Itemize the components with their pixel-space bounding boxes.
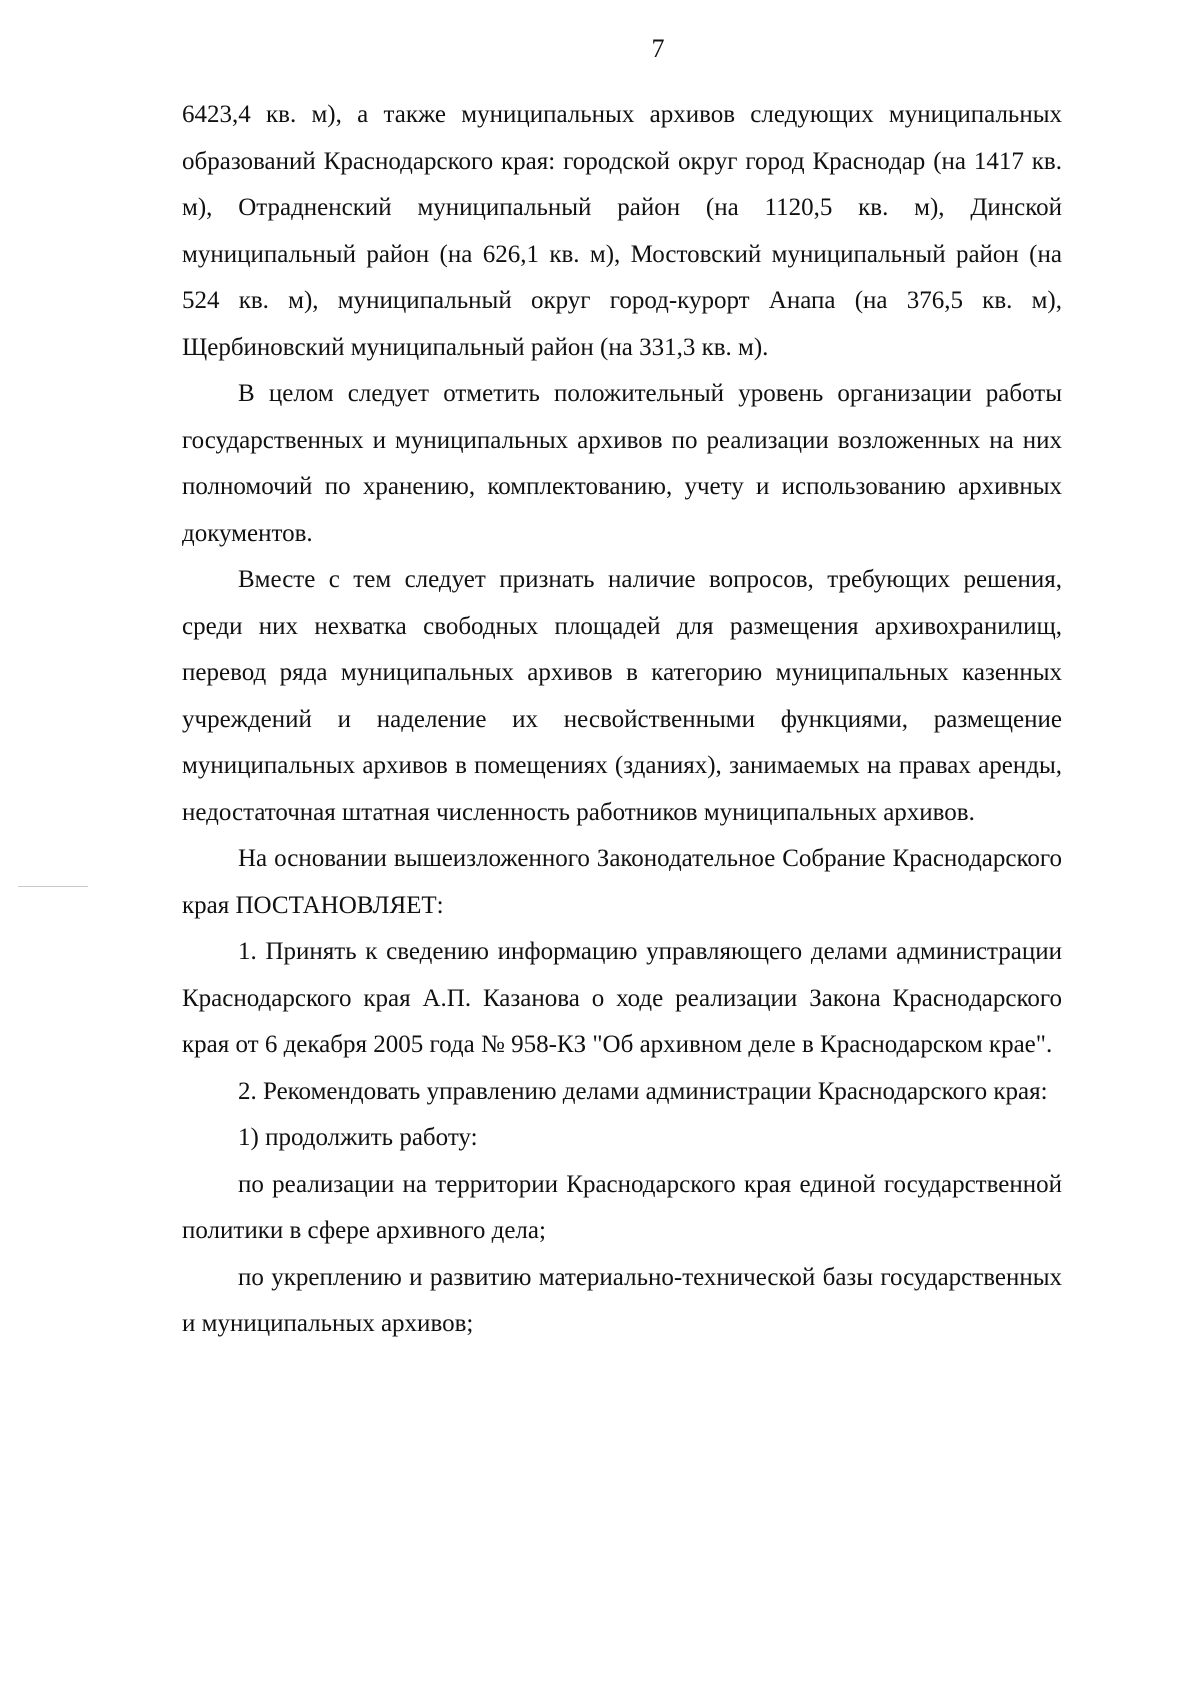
page-number: 7 (651, 34, 665, 63)
paragraph-area-continuation: 6423,4 кв. м), а также муниципальных архивов следующих муниципальных образований Краснодарского края: городской округ город Краснодар (на 1417 кв. м), Отрадненский муниципальный район (на 1120,5 кв. м), Динской муниципальный район (на 626,1 кв. м), Мостовский муниципальный район (на 524 кв. м), муниципальный округ город-курорт Анапа (на 376,5 кв. м), Щербиновский муниципальный район (на 331,3 кв. м). (182, 101, 1062, 361)
paragraph-positive-assessment: В целом следует отметить положительный уровень организации работы государственных и муниципальных архивов по реализации возложенных на них полномочий по хранению, комплектованию, учету и использованию архивных документов. (182, 380, 1062, 547)
document-body (182, 92, 1062, 1348)
paragraph-subitem-1: 1) продолжить работу: (238, 1124, 478, 1151)
paragraph-state-policy: по реализации на территории Краснодарского края единой государственной политики в сфере архивного дела; (182, 1170, 1062, 1244)
paragraph-item-1: 1. Принять к сведению информацию управляющего делами администрации Краснодарского края А.П. Казанова о ходе реализации Закона Краснодарского края от 6 декабря 2005 года № 958-КЗ "Об архивном деле в Краснодарском крае". (182, 938, 1062, 1058)
paragraph-issues: Вместе с тем следует признать наличие вопросов, требующих решения, среди них нехватка свободных площадей для размещения архивохранилищ, перевод ряда муниципальных архивов в категорию муниципальных казенных учреждений и наделение их несвойственными функциями, размещение муниципальных архивов в помещениях (зданиях), занимаемых на правах аренды, недостаточная штатная численность работников муниципальных архивов. (182, 566, 1062, 826)
margin-mark (18, 886, 88, 887)
paragraph-item-2: 2. Рекомендовать управлению делами администрации Краснодарского края: (238, 1077, 1048, 1105)
paragraph-resolution-intro: На основании вышеизложенного Законодательное Собрание Краснодарского края ПОСТАНОВЛЯЕТ: (182, 845, 1062, 919)
paragraph-material-base: по укреплению и развитию материально-технической базы государственных и муниципальных архивов; (182, 1263, 1062, 1337)
